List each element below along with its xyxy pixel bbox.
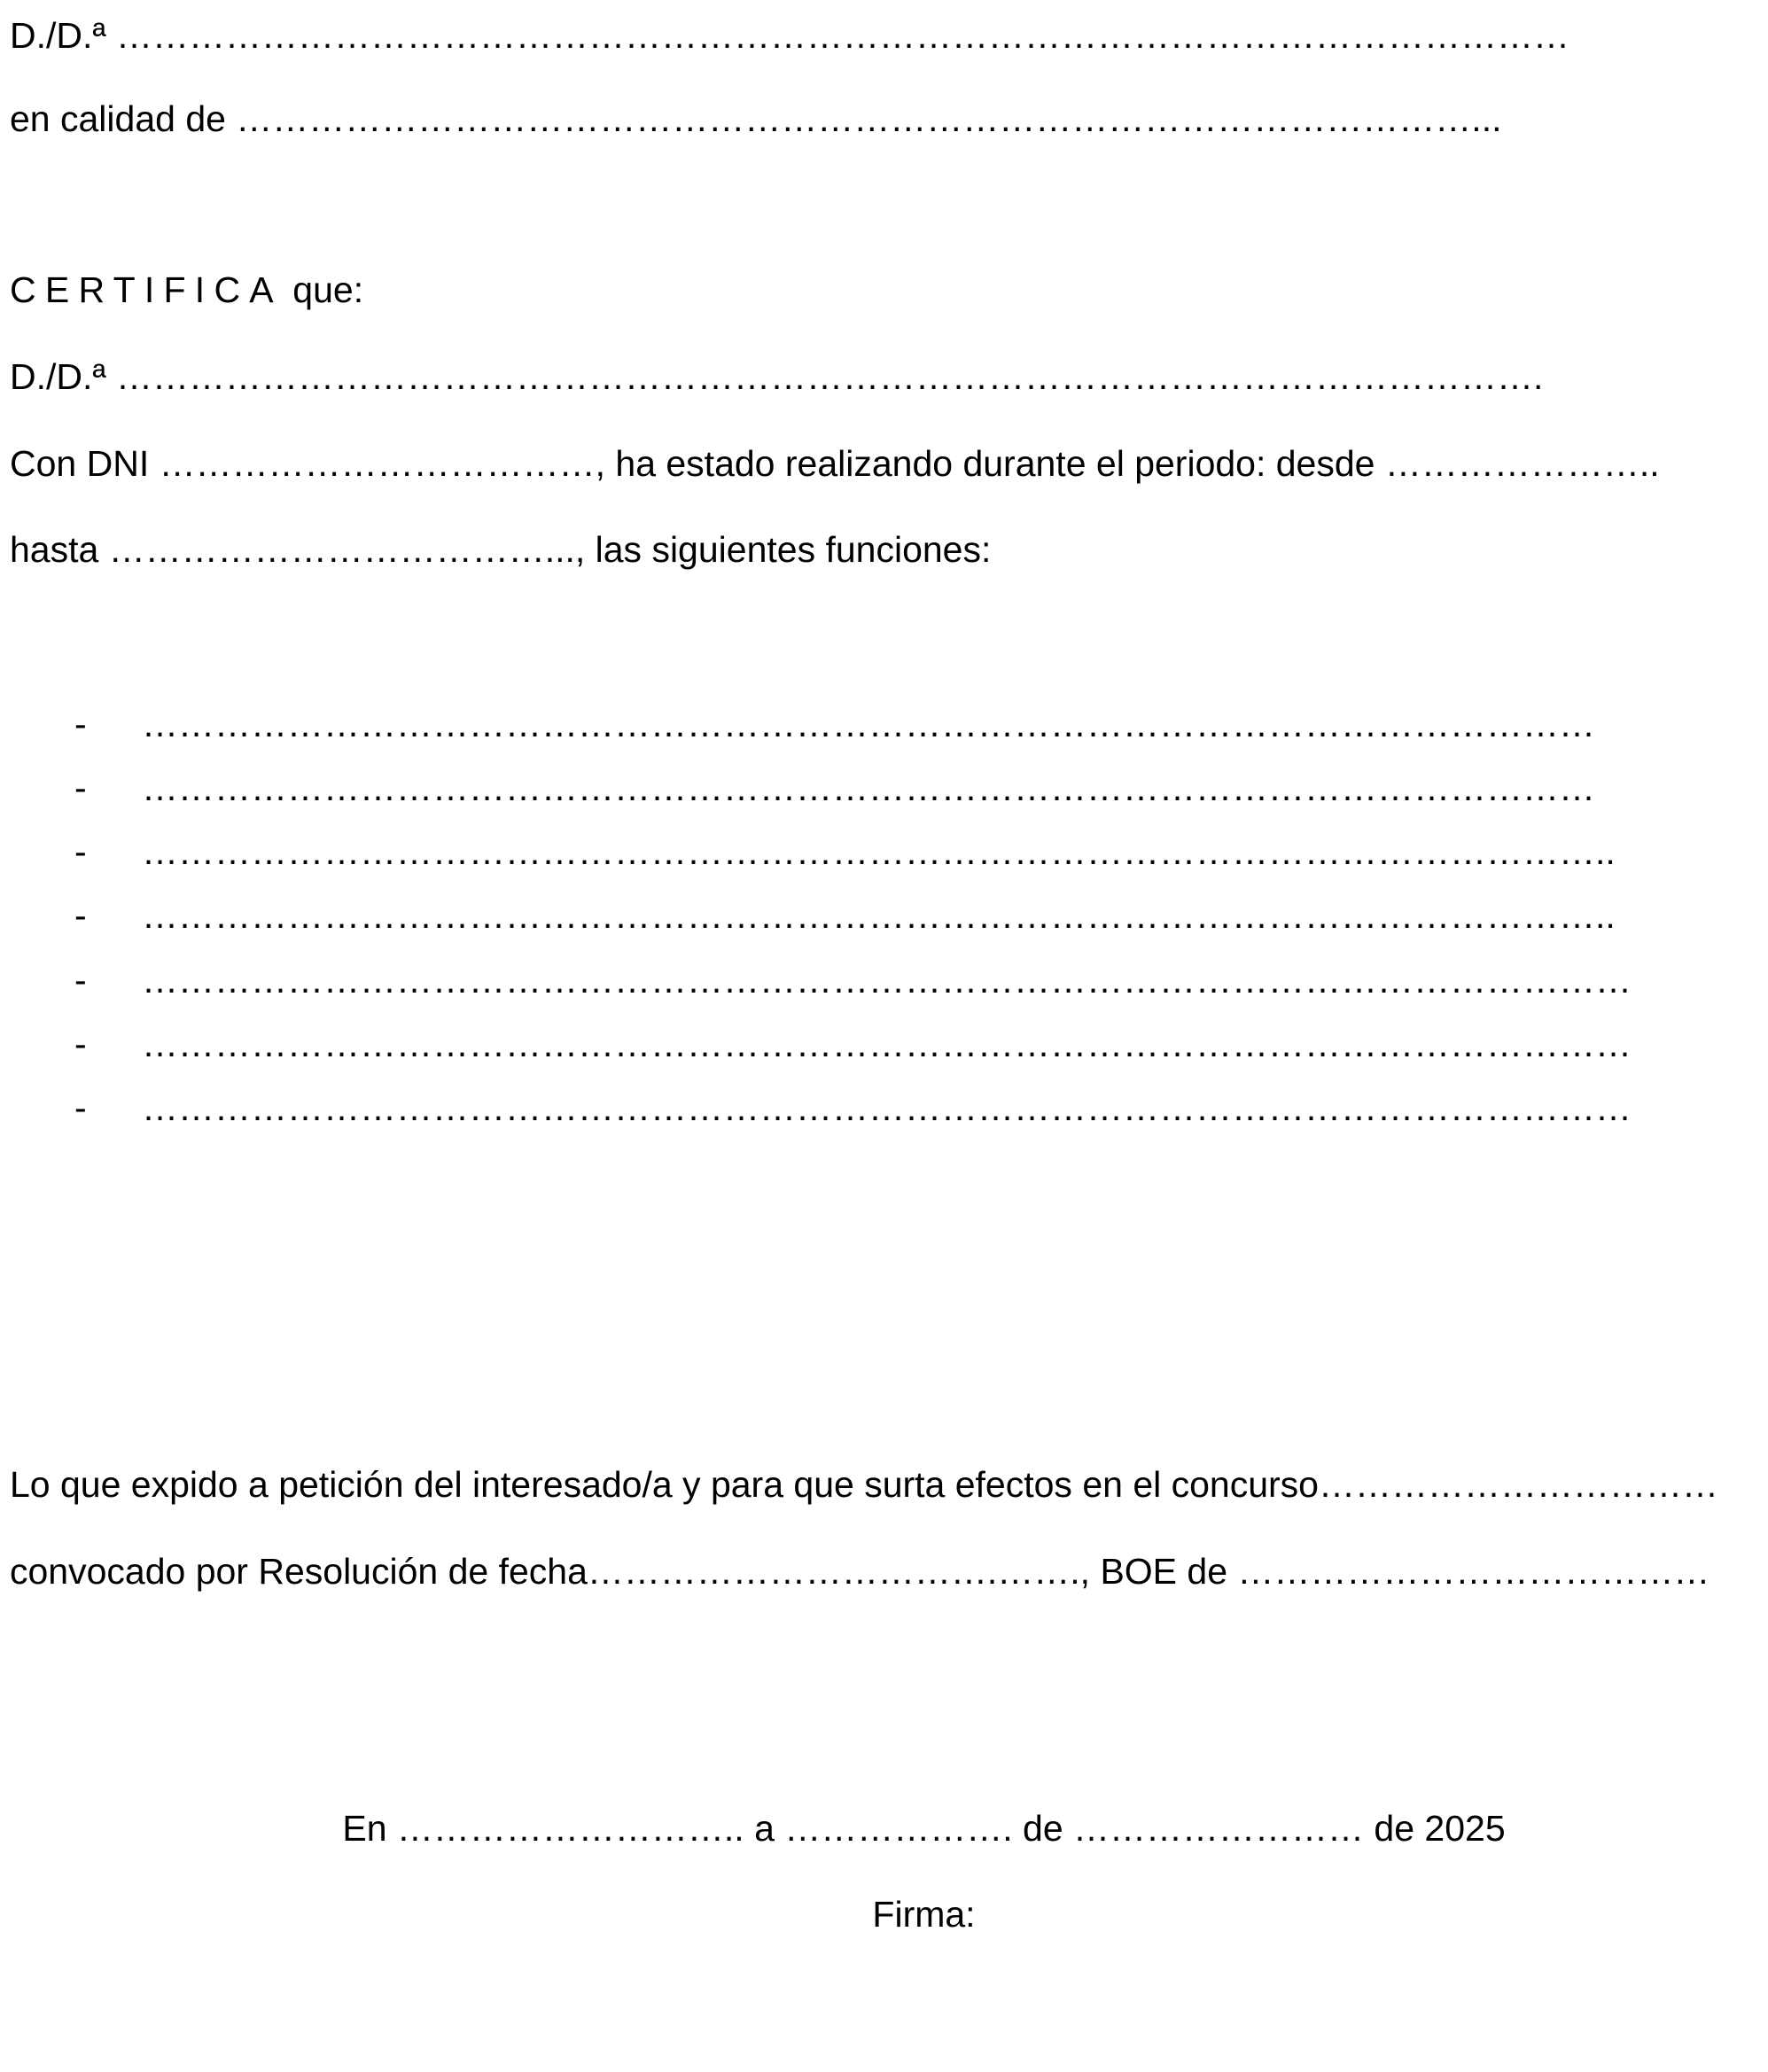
certifica-suffix: que: xyxy=(282,269,364,310)
holder-name-line[interactable]: D./D.ª ………………………………………………………………………………………………………… xyxy=(10,15,1569,56)
dash-bullet: - xyxy=(74,895,87,936)
certifica-heading xyxy=(10,269,364,310)
function-field[interactable]: ………………………………………………………………………………………………………… xyxy=(142,767,1595,808)
period-end-line[interactable]: hasta ………………………………..., las siguientes funciones: xyxy=(10,529,992,570)
function-field[interactable]: …………………………………………………………………………………………………………… xyxy=(142,1024,1632,1064)
place-date-line[interactable]: En ……………………….. a ………………. de …………………… de 2025 xyxy=(342,1808,1506,1849)
dni-period-line[interactable]: Con DNI ………………………………, ha estado realizando durante el periodo: desde ………………….. xyxy=(10,443,1660,484)
dash-bullet: - xyxy=(74,704,87,744)
subject-name-line[interactable]: D./D.ª ………………………………………………………………………………………………………. xyxy=(10,356,1544,397)
function-field[interactable]: …………………………………………………………………………………………………………… xyxy=(142,960,1632,1001)
function-field[interactable]: ………………………………………………………………………………………………………… xyxy=(142,704,1595,744)
certifica-title: CERTIFICA xyxy=(10,269,283,310)
closing-statement-line[interactable]: Lo que expido a petición del interesado/a y para que surta efectos en el concurso…………………………… xyxy=(10,1464,1718,1505)
dash-bullet: - xyxy=(74,1024,87,1064)
signature-label: Firma: xyxy=(872,1894,976,1935)
dash-bullet: - xyxy=(74,767,87,808)
holder-role-line[interactable]: en calidad de …………………………………………………………………………………………... xyxy=(10,98,1502,139)
dash-bullet: - xyxy=(74,831,87,872)
dash-bullet: - xyxy=(74,1087,87,1128)
function-field[interactable]: …………………………………………………………………………………………………………… xyxy=(142,1087,1632,1128)
resolution-boe-line[interactable]: convocado por Resolución de fecha…………………………….……., BOE de ………………………………… xyxy=(10,1551,1710,1592)
function-field[interactable]: ………………………………………………………………………………………………………….. xyxy=(142,895,1616,936)
function-field[interactable]: ………………………………………………………………………………………………………….. xyxy=(142,831,1616,872)
dash-bullet: - xyxy=(74,960,87,1001)
